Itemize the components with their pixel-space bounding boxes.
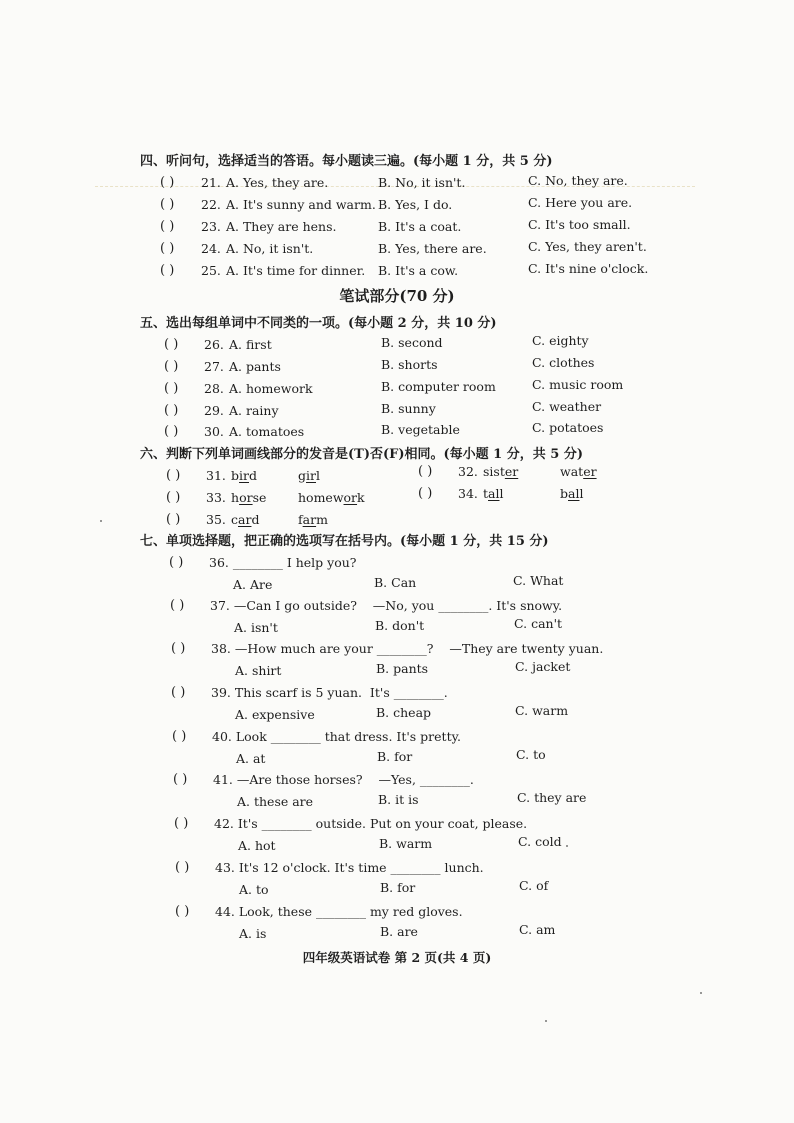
option-a: A. expensive [235,707,315,722]
question-stem: 37. —Can I go outside? —No, you ________. It's snowy. [210,598,563,613]
option-b: B. cheap [376,705,432,720]
scan-speck [100,520,102,522]
word-part: f [298,512,303,527]
option-c: C. Yes, they aren't. [528,239,647,254]
option-c: C. of [519,878,549,893]
option-a: A. is [239,926,267,941]
option-a: A. It's time for dinner. [226,263,366,278]
option-b: B. Can [374,575,417,590]
answer-bracket[interactable]: ( ) [171,641,186,656]
underlined-letters: ir [239,468,249,483]
answer-bracket[interactable]: ( ) [175,860,190,875]
word-part: l [579,486,584,501]
option-a: A. these are [237,794,314,809]
answer-bracket[interactable]: ( ) [171,685,186,700]
answer-bracket[interactable]: ( ) [164,403,179,418]
word-part: l [499,486,504,501]
option-b: B. second [381,335,443,350]
underlined-letters: er [504,464,519,479]
answer-bracket[interactable]: ( ) [164,359,179,374]
question-number: 24. [201,241,221,256]
question-number: 27. [204,359,224,374]
option-c: C. eighty [532,333,589,348]
question-stem: 41. —Are those horses? —Yes, ________. [213,772,474,787]
option-c: C. cold [518,834,562,849]
option-b: B. No, it isn't. [378,175,466,190]
answer-bracket[interactable]: ( ) [164,381,179,396]
option-a: A. pants [229,359,281,374]
underlined-letters: ir [306,468,316,483]
word-w1 [231,490,266,505]
answer-bracket[interactable]: ( ) [160,219,175,234]
option-a: A. to [239,882,269,897]
option-a: A. hot [238,838,276,853]
word-w2 [298,490,365,505]
question-number: 32. [458,464,478,479]
question-stem: 40. Look ________ that dress. It's pretty. [212,729,461,744]
question-number: 25. [201,263,221,278]
word-part: h [231,490,240,505]
option-b: B. sunny [381,401,436,416]
answer-bracket[interactable]: ( ) [166,468,181,483]
word-w2 [560,464,597,479]
option-a: A. Are [233,577,273,592]
answer-bracket[interactable]: ( ) [160,175,175,190]
answer-bracket[interactable]: ( ) [169,555,184,570]
word-w2 [298,468,320,483]
answer-bracket[interactable]: ( ) [160,197,175,212]
answer-bracket[interactable]: ( ) [164,337,179,352]
word-part: homew [298,490,344,505]
answer-bracket[interactable]: ( ) [172,729,187,744]
option-c: C. clothes [532,355,595,370]
answer-bracket[interactable]: ( ) [174,816,189,831]
answer-bracket[interactable]: ( ) [418,464,433,479]
option-c: C. can't [514,616,563,631]
option-c: C. It's nine o'clock. [528,261,649,276]
option-c: C. they are [517,790,587,805]
scan-speck [566,845,568,847]
underlined-letters: er [583,464,597,479]
answer-bracket[interactable]: ( ) [164,424,179,439]
question-stem: 44. Look, these ________ my red gloves. [215,904,463,919]
option-c: C. What [513,573,564,588]
answer-bracket[interactable]: ( ) [173,772,188,787]
answer-bracket[interactable]: ( ) [166,512,181,527]
word-w2 [560,486,583,501]
option-c: C. No, they are. [528,173,628,188]
question-stem: 42. It's ________ outside. Put on your coat, please. [214,816,528,831]
option-a: A. first [229,337,272,352]
section4-heading: 四、听问句，选择适当的答语。每小题读三遍。(每小题 1 分，共 5 分) [140,154,553,169]
option-a: A. homework [229,381,313,396]
word-part: b [560,486,569,501]
option-b: B. warm [379,836,433,851]
option-a: A. at [236,751,266,766]
section7-heading: 七、单项选择题，把正确的选项写在括号内。(每小题 1 分，共 15 分) [140,534,549,549]
question-number: 22. [201,197,221,212]
word-part: t [483,486,489,501]
option-c: C. Here you are. [528,195,633,210]
underlined-letters: or [239,490,253,505]
option-b: B. for [377,749,413,764]
word-w1 [231,468,257,483]
option-b: B. are [380,924,418,939]
option-b: B. It's a cow. [378,263,459,278]
written-part-title: 笔试部分(70 分) [339,287,455,305]
page-footer: 四年级英语试卷 第 2 页(共 4 页) [302,950,492,965]
option-c: C. weather [532,399,602,414]
question-number: 35. [206,512,226,527]
underlined-letters: al [568,486,580,501]
option-b: B. for [380,880,416,895]
option-b: B. Yes, I do. [378,197,453,212]
answer-bracket[interactable]: ( ) [160,263,175,278]
word-part: l [316,468,320,483]
word-part: g [298,468,307,483]
question-number: 34. [458,486,478,501]
word-w2 [298,512,328,527]
underlined-letters: ar [238,512,252,527]
option-a: A. No, it isn't. [226,241,314,256]
answer-bracket[interactable]: ( ) [175,904,190,919]
underlined-letters: ar [302,512,317,527]
option-b: B. it is [378,792,419,807]
word-part: d [251,512,260,527]
underlined-letters: or [343,490,358,505]
word-part: k [357,490,365,505]
word-w1 [483,464,518,479]
question-stem: 39. This scarf is 5 yuan. It's ________. [211,685,448,700]
option-c: C. music room [532,377,624,392]
question-number: 26. [204,337,224,352]
option-b: B. computer room [381,379,496,394]
question-number: 30. [204,424,224,439]
word-w1 [483,486,503,501]
word-part: se [252,490,267,505]
question-stem: 43. It's 12 o'clock. It's time ________ lunch. [215,860,484,875]
question-number: 21. [201,175,221,190]
underlined-letters: al [488,486,500,501]
option-b: B. It's a coat. [378,219,462,234]
word-part: d [249,468,258,483]
option-a: A. rainy [229,403,279,418]
question-number: 29. [204,403,224,418]
option-c: C. am [519,922,556,937]
option-c: C. warm [515,703,569,718]
option-c: C. potatoes [532,420,604,435]
option-c: C. jacket [515,659,571,674]
scan-speck [700,992,702,994]
question-number: 31. [206,468,226,483]
word-part: m [316,512,328,527]
option-b: B. vegetable [381,422,460,437]
question-number: 33. [206,490,226,505]
answer-bracket[interactable]: ( ) [166,490,181,505]
word-part: sist [483,464,505,479]
option-b: B. pants [376,661,429,676]
word-w1 [231,512,259,527]
option-a: A. tomatoes [229,424,305,439]
word-part: c [231,512,239,527]
word-part: wat [560,464,584,479]
option-a: A. It's sunny and warm. [226,197,376,212]
option-a: A. shirt [235,663,282,678]
option-a: A. They are hens. [226,219,337,234]
question-number: 28. [204,381,224,396]
answer-bracket[interactable]: ( ) [418,486,433,501]
option-c: C. It's too small. [528,217,631,232]
section5-heading: 五、选出每组单词中不同类的一项。(每小题 2 分，共 10 分) [140,316,497,331]
option-b: B. Yes, there are. [378,241,487,256]
option-c: C. to [516,747,546,762]
answer-bracket[interactable]: ( ) [170,598,185,613]
scan-speck [545,1020,547,1022]
question-number: 23. [201,219,221,234]
option-a: A. isn't [234,620,278,635]
answer-bracket[interactable]: ( ) [160,241,175,256]
question-stem: 36. ________ I help you? [209,555,357,570]
word-part: b [231,468,240,483]
option-b: B. don't [375,618,425,633]
option-b: B. shorts [381,357,438,372]
section6-heading: 六、判断下列单词画线部分的发音是(T)否(F)相同。(每小题 1 分，共 5 分) [140,447,584,462]
option-a: A. Yes, they are. [226,175,329,190]
question-stem: 38. —How much are your ________? —They are twenty yuan. [211,641,604,656]
